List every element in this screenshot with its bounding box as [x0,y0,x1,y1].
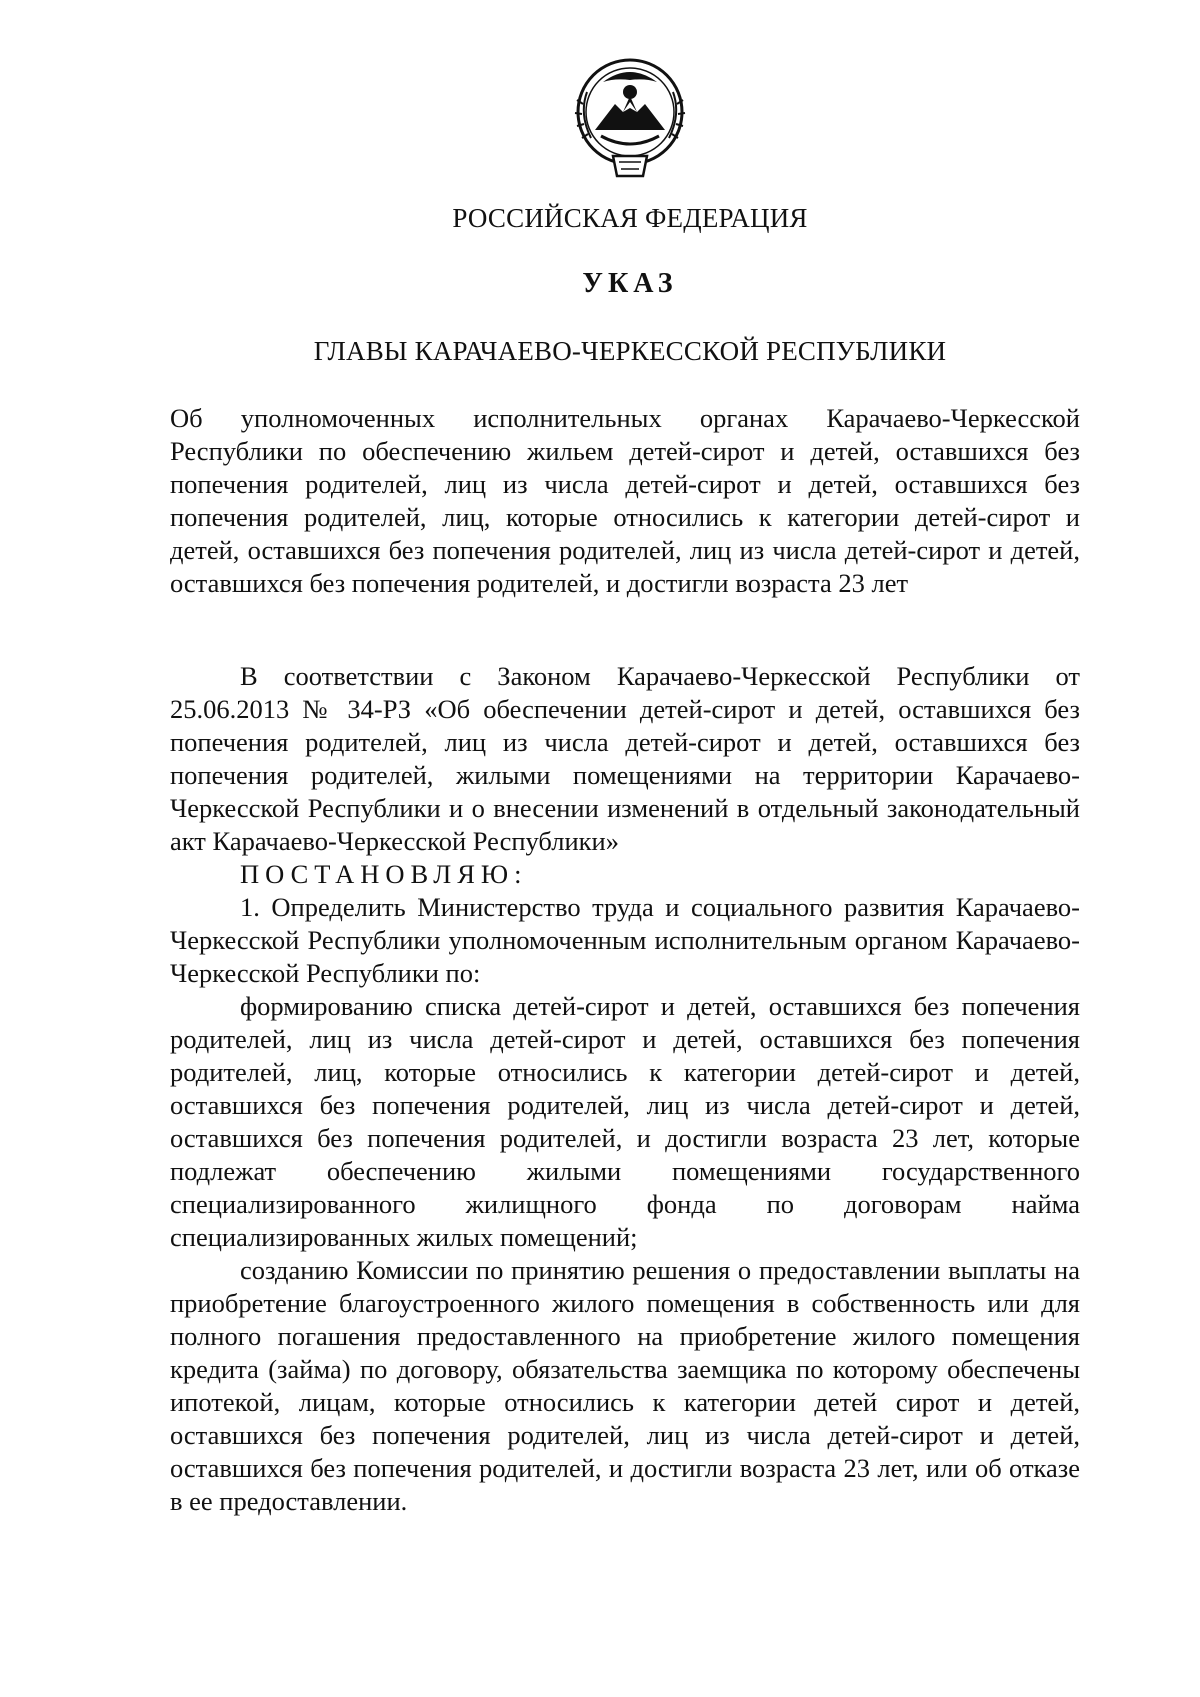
decree-title [170,402,1080,600]
item-1-paragraph: 1. Определить Министерство труда и социального развития Карачаево-Черкесской Республики уполномоченным исполнительным органом Карачаево-Черкесской Республики по: [170,892,1080,988]
decree-resolution-word: ПОСТАНОВЛЯЮ: [240,859,528,889]
coat-of-arms-icon [565,52,695,182]
preamble-paragraph: В соответствии с Законом Карачаево-Черкесской Республики от 25.06.2013 № 34-РЗ «Об обеспечении детей-сирот и детей, оставшихся без попечения родителей, лиц из числа детей-сирот и детей, оставшихся без попечения родителей, жилыми помещениями на территории Карачаево-Черкесской Республики и о внесении изменений в отдельный законодательный акт Карачаево-Черкесской Республики» [170,661,1080,856]
country-heading: РОССИЙСКАЯ ФЕДЕРАЦИЯ [452,203,808,233]
item-1-sub-1-paragraph: формированию списка детей-сирот и детей, оставшихся без попечения родителей, лиц из числа детей-сирот и детей, оставшихся без попечения родителей, лиц, которые относились к категории детей-сирот и детей, оставшихся без попечения родителей, лиц из числа детей-сирот и детей, оставшихся без попечения родителей, и достигли возраста 23 лет, которые подлежат обеспечению жилыми помещениями государственного специализированного жилищного фонда по договорам найма специализированных жилых помещений; [170,991,1080,1252]
issuer-heading: ГЛАВЫ КАРАЧАЕВО-ЧЕРКЕССКОЙ РЕСПУБЛИКИ [313,336,947,366]
document-type-heading: УКАЗ [582,268,678,299]
decree-body [170,660,1080,1518]
decree-title-text: Об уполномоченных исполнительных органах Карачаево-Черкесской Республики по обеспечению жильем детей-сирот и детей, оставшихся без попечения родителей, лиц из числа детей-сирот и детей, оставшихся без попечения родителей, лиц, которые относились к категории детей-сирот и детей, оставшихся без попечения родителей, лиц из числа детей-сирот и детей, оставшихся без попечения родителей, и достигли возраста 23 лет [170,403,1080,598]
item-1-sub-2-paragraph: созданию Комиссии по принятию решения о предоставлении выплаты на приобретение благоустроенного жилого помещения в собственность или для полного погашения предоставленного на приобретение жилого помещения кредита (займа) по договору, обязательства заемщика по которому обеспечены ипотекой, лицам, которые относились к категории детей сирот и детей, оставшихся без попечения родителей, лиц из числа детей-сирот и детей, оставшихся без попечения родителей, и достигли возраста 23 лет, или об отказе в ее предоставлении. [170,1255,1080,1516]
